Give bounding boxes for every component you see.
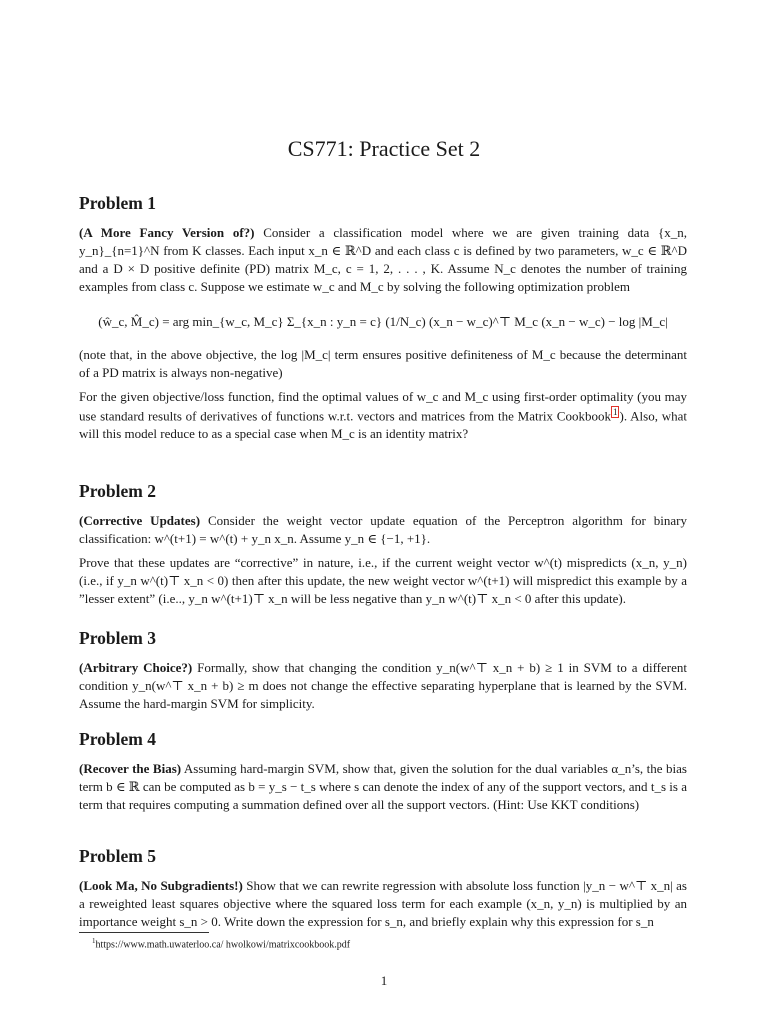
problem-3 (79, 627, 687, 719)
problem-3-statement (79, 659, 687, 713)
problem-1-note: (note that, in the above objective, the log |M_c| term ensures positive definiteness of M_c because the determinant of a PD matrix is always non-negative) (79, 347, 687, 380)
footnote (92, 937, 350, 950)
document-title: CS771: Practice Set 2 (287, 136, 481, 161)
problem-3-heading: Problem 3 (79, 628, 156, 648)
problem-4-heading: Problem 4 (79, 729, 156, 749)
footnote-url-link[interactable]: https://www.math.uwaterloo.ca/ hwolkowi/matrixcookbook.pdf (95, 939, 351, 951)
problem-2-task: Prove that these updates are “corrective” in nature, i.e., if the current weight vector w^(t) mispredicts (x_n, y_n) (i.e., if y_n w^(t)⊤ x_n < 0) then after this update, the new weight vector w^(t+1) will mispredict this example by a ”lesser extent” (i.e.., y_n w^(t+1)⊤ x_n will be less negative than y_n w^(t)⊤ x_n < 0 after this update). (79, 555, 687, 606)
problem-1-task (79, 388, 687, 443)
problem-3-lead: (Arbitrary Choice?) (79, 660, 193, 675)
problem-1-lead: (A More Fancy Version of?) (79, 225, 255, 240)
problem-4 (79, 728, 687, 820)
problem-2 (79, 480, 687, 614)
footnote-reference-link[interactable]: 1 (612, 407, 618, 417)
footnote-divider (79, 932, 209, 933)
problem-1 (79, 192, 687, 449)
problem-4-text: Assuming hard-margin SVM, show that, given the solution for the dual variables α_n’s, the bias term b ∈ ℝ can be computed as b = y_s − t_s where s can denote the index of any of the support vectors, and t_s is a term that requires computing a summation defined over all the support vectors. (Hint: Use KKT conditions) (79, 761, 687, 812)
problem-1-task-text: For the given objective/loss function, find the optimal values of w_c and M_c using first-order optimality (you may use standard results of derivatives of functions w.r.t. vectors and matrices from the Matrix Cookbook (79, 389, 687, 424)
problem-2-heading: Problem 2 (79, 481, 156, 501)
footnote-mark: 1 (92, 937, 96, 945)
problem-2-lead: (Corrective Updates) (79, 513, 201, 528)
problem-5-heading: Problem 5 (79, 846, 156, 866)
problem-3-text: Formally, show that changing the condition y_n(w^⊤ x_n + b) ≥ 1 in SVM to a different condition y_n(w^⊤ x_n + b) ≥ m does not change the effective separating hyperplane that is learned by the SVM. Assume the hard-margin SVM for simplicity. (79, 660, 687, 711)
problem-4-statement (79, 760, 687, 814)
problem-1-heading: Problem 1 (79, 193, 156, 213)
page-number: 1 (380, 973, 388, 988)
problem-1-equation: (ŵ_c, M̂_c) = arg min_{w_c, M_c} Σ_{x_n : y_n = c} (1/N_c) (x_n − w_c)^⊤ M_c (x_n − w_c) − log |M_c| (98, 314, 668, 329)
problem-1-statement (79, 224, 687, 296)
problem-5-lead: (Look Ma, No Subgradients!) (79, 878, 243, 893)
problem-5 (79, 845, 687, 937)
problem-1-text: Consider a classification model where we are given training data {x_n, y_n}_{n=1}^N from K classes. Each input x_n ∈ ℝ^D and each class c is defined by two parameters, w_c ∈ ℝ^D and a D × D positive definite (PD) matrix M_c, c = 1, 2, . . . , K. Assume N_c denotes the number of training examples from class c. Suppose we estimate w_c and M_c by solving the following optimization problem (79, 225, 688, 294)
problem-5-statement (79, 877, 687, 931)
problem-4-lead: (Recover the Bias) (79, 761, 182, 776)
problem-1-task-end: ). Also, what will this model reduce to as a special case when M_c is an identity matrix? (79, 408, 687, 442)
problem-2-text: Consider the weight vector update equation of the Perceptron algorithm for binary classification: w^(t+1) = w^(t) + y_n x_n. Assume y_n ∈ {−1, +1}. (79, 513, 688, 546)
problem-2-statement (79, 512, 687, 548)
problem-5-text: Show that we can rewrite regression with absolute loss function |y_n − w^⊤ x_n| as a reweighted least squares objective where the squared loss term for each example (x_n, y_n) is multiplied by an importance weight s_n > 0. Write down the expression for s_n, and briefly explain why this expression for s_n (79, 878, 687, 929)
